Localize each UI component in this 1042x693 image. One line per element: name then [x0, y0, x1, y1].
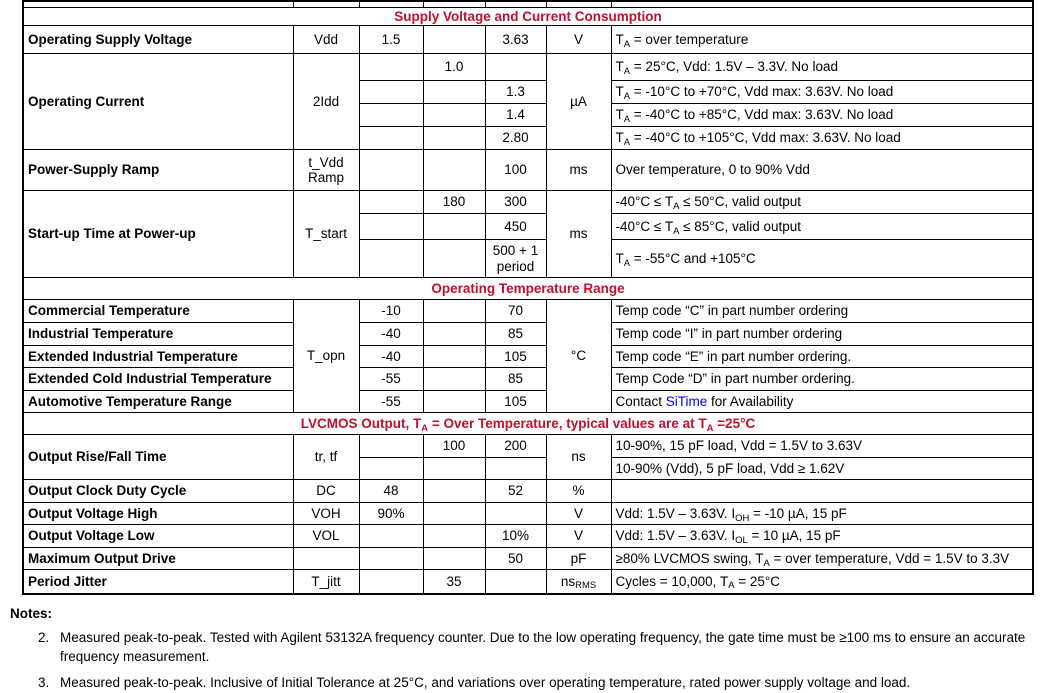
unit-cell: V — [546, 26, 611, 54]
min-cell — [359, 81, 423, 104]
condition-cell: Cycles = 10,000, $T_A = 25^\circ C$ — [611, 570, 1033, 594]
min-cell — [359, 214, 423, 240]
note-number: 2. — [38, 629, 50, 645]
symbol-cell: VOL — [293, 525, 359, 548]
condition-cell: Temp code “C” in part number ordering — [611, 300, 1033, 323]
max-cell: 10% — [485, 525, 546, 548]
min-cell — [359, 104, 423, 127]
note-text: Measured peak-to-peak. Tested with Agilent 53132A frequency counter. Due to the low operating frequency, the gate time must be ≥100 ms to ensure an accurate frequency measurement. — [60, 629, 1026, 664]
symbol-cell: tr, tf — [293, 435, 359, 480]
note-item — [10, 629, 1036, 666]
min-cell — [359, 525, 423, 548]
condition-cell: Temp code “I” in part number ordering — [611, 323, 1033, 346]
table-row — [23, 300, 1033, 323]
symbol-cell — [293, 548, 359, 570]
unit-cell: µA — [546, 54, 611, 150]
table-row — [23, 391, 1033, 413]
condition-cell: $T_A = -40^\circ C$ to +85°C, Vdd max: 3.63V. No load — [611, 104, 1033, 127]
table-row — [23, 570, 1033, 594]
max-cell: 300 — [485, 191, 546, 214]
typ-cell — [423, 104, 485, 127]
condition-cell: 10-90%, 15 pF load, Vdd = 1.5V to 3.63V — [611, 435, 1033, 458]
param-cell: Automotive Temperature Range — [23, 391, 293, 413]
table-row — [23, 525, 1033, 548]
min-cell: -10 — [359, 300, 423, 323]
max-cell — [485, 503, 546, 525]
typ-cell — [423, 323, 485, 346]
param-cell: Start-up Time at Power-up — [23, 191, 293, 278]
notes-section — [10, 606, 1042, 693]
table-row — [23, 368, 1033, 391]
symbol-cell: t_Vdd Ramp — [293, 150, 359, 191]
table-row — [23, 323, 1033, 346]
max-cell: 1.4 — [485, 104, 546, 127]
table-row — [23, 503, 1033, 525]
min-cell — [359, 458, 423, 480]
condition-cell: ≥80% LVCMOS swing, $T_A$ = over temperature, Vdd = 1.5V to 3.3V — [611, 548, 1033, 570]
typ-cell — [423, 391, 485, 413]
typ-cell: 180 — [423, 191, 485, 214]
unit-cell: ms — [546, 191, 611, 278]
sitime-link[interactable]: SiTime — [665, 393, 708, 409]
max-cell: 50 — [485, 548, 546, 570]
condition-cell: Over temperature, 0 to 90% Vdd — [611, 150, 1033, 191]
typ-cell — [423, 503, 485, 525]
notes-heading: Notes: — [10, 605, 53, 621]
symbol-cell: VOH — [293, 503, 359, 525]
table-row — [23, 480, 1033, 503]
param-cell: Operating Supply Voltage — [23, 26, 293, 54]
max-cell: 2.80 — [485, 127, 546, 150]
max-cell: 85 — [485, 368, 546, 391]
table-row — [23, 548, 1033, 570]
section-header-row — [23, 7, 1033, 26]
symbol-cell: DC — [293, 480, 359, 503]
typ-cell — [423, 548, 485, 570]
min-cell: -55 — [359, 391, 423, 413]
min-cell — [359, 570, 423, 594]
param-cell: Extended Industrial Temperature — [23, 346, 293, 368]
max-cell: 105 — [485, 391, 546, 413]
unit-cell: $ns_{RMS}$ — [546, 570, 611, 594]
min-cell — [359, 240, 423, 278]
condition-cell: Vdd: 1.5V – 3.63V. $I_{OL} = 10$ µA, 15 pF — [611, 525, 1033, 548]
min-cell: 1.5 — [359, 26, 423, 54]
min-cell: -55 — [359, 368, 423, 391]
min-cell — [359, 435, 423, 458]
param-cell: Maximum Output Drive — [23, 548, 293, 570]
min-cell — [359, 54, 423, 81]
unit-cell: V — [546, 503, 611, 525]
max-cell: 200 — [485, 435, 546, 458]
note-text: Measured peak-to-peak. Inclusive of Initial Tolerance at 25°C, and variations over operating temperature, rated power supply voltage and load. — [60, 675, 911, 691]
condition-cell — [611, 480, 1033, 503]
typ-cell — [423, 458, 485, 480]
max-cell — [485, 570, 546, 594]
symbol-cell: Vdd — [293, 26, 359, 54]
condition-cell: Temp code “E” in part number ordering. — [611, 346, 1033, 368]
typ-cell — [423, 240, 485, 278]
typ-cell — [423, 127, 485, 150]
typ-cell — [423, 26, 485, 54]
typ-cell — [423, 525, 485, 548]
table-row — [23, 26, 1033, 54]
typ-cell — [423, 368, 485, 391]
condition-cell: $T_A$ = over temperature — [611, 26, 1033, 54]
min-cell: 90% — [359, 503, 423, 525]
max-cell: 70 — [485, 300, 546, 323]
param-cell: Power-Supply Ramp — [23, 150, 293, 191]
param-cell: Output Voltage Low — [23, 525, 293, 548]
section-title: Operating Temperature Range — [23, 278, 1033, 300]
symbol-cell: T_start — [293, 191, 359, 278]
min-cell: 48 — [359, 480, 423, 503]
note-item — [10, 674, 1036, 693]
param-cell: Commercial Temperature — [23, 300, 293, 323]
typ-cell — [423, 346, 485, 368]
param-cell: Industrial Temperature — [23, 323, 293, 346]
min-cell — [359, 150, 423, 191]
condition-cell: 10-90% (Vdd), 5 pF load, Vdd ≥ 1.62V — [611, 458, 1033, 480]
symbol-cell: 2Idd — [293, 54, 359, 150]
param-cell: Operating Current — [23, 54, 293, 150]
note-number: 3. — [38, 675, 50, 691]
typ-cell — [423, 300, 485, 323]
unit-cell: pF — [546, 548, 611, 570]
typ-cell: 100 — [423, 435, 485, 458]
param-cell: Extended Cold Industrial Temperature — [23, 368, 293, 391]
spec-table — [22, 0, 1034, 595]
max-cell — [485, 458, 546, 480]
max-cell: 500 + 1 period — [485, 240, 546, 278]
param-cell: Output Rise/Fall Time — [23, 435, 293, 480]
max-cell — [485, 54, 546, 81]
condition-cell: $-40^\circ C \le T_A \le 85^\circ C$, valid output — [611, 214, 1033, 240]
table-row — [23, 150, 1033, 191]
min-cell: -40 — [359, 323, 423, 346]
table-row — [23, 435, 1033, 458]
table-row — [23, 191, 1033, 214]
param-cell: Output Voltage High — [23, 503, 293, 525]
max-cell: 100 — [485, 150, 546, 191]
condition-cell: $T_A = -55^\circ C$ and +105°C — [611, 240, 1033, 278]
min-cell — [359, 191, 423, 214]
typ-cell — [423, 150, 485, 191]
unit-cell: ms — [546, 150, 611, 191]
typ-cell — [423, 480, 485, 503]
condition-cell: $T_A = -10^\circ C$ to +70°C, Vdd max: 3.63V. No load — [611, 81, 1033, 104]
section-title: Supply Voltage and Current Consumption — [23, 7, 1033, 26]
max-cell: 450 — [485, 214, 546, 240]
max-cell: 85 — [485, 323, 546, 346]
min-cell — [359, 548, 423, 570]
max-cell: 52 — [485, 480, 546, 503]
condition-cell: Contact SiTime for Availability — [611, 391, 1033, 413]
unit-cell: ns — [546, 435, 611, 480]
param-cell: Output Clock Duty Cycle — [23, 480, 293, 503]
typ-cell — [423, 81, 485, 104]
typ-cell: 1.0 — [423, 54, 485, 81]
max-cell: 3.63 — [485, 26, 546, 54]
table-row — [23, 54, 1033, 81]
unit-cell: V — [546, 525, 611, 548]
condition-cell: $T_A = 25^\circ C$, Vdd: 1.5V – 3.3V. No load — [611, 54, 1033, 81]
symbol-cell: T_opn — [293, 300, 359, 413]
unit-cell: % — [546, 480, 611, 503]
condition-cell: Temp Code “D” in part number ordering. — [611, 368, 1033, 391]
typ-cell: 35 — [423, 570, 485, 594]
unit-cell: °C — [546, 300, 611, 413]
max-cell: 1.3 — [485, 81, 546, 104]
max-cell: 105 — [485, 346, 546, 368]
min-cell — [359, 127, 423, 150]
condition-cell: $-40^\circ C \le T_A \le 50^\circ C$, valid output — [611, 191, 1033, 214]
condition-cell: Vdd: 1.5V – 3.63V. $I_{OH} = -10$ µA, 15 pF — [611, 503, 1033, 525]
typ-cell — [423, 214, 485, 240]
section-title: LVCMOS Output, $T_A$ = Over Temperature, typical values are at $T_A =25^\circ C$ — [23, 413, 1033, 435]
condition-cell: $T_A = -40^\circ C$ to +105°C, Vdd max: 3.63V. No load — [611, 127, 1033, 150]
section-header-row — [23, 413, 1033, 435]
param-cell: Period Jitter — [23, 570, 293, 594]
min-cell: -40 — [359, 346, 423, 368]
symbol-cell: T_jitt — [293, 570, 359, 594]
table-row — [23, 346, 1033, 368]
section-header-row — [23, 278, 1033, 300]
